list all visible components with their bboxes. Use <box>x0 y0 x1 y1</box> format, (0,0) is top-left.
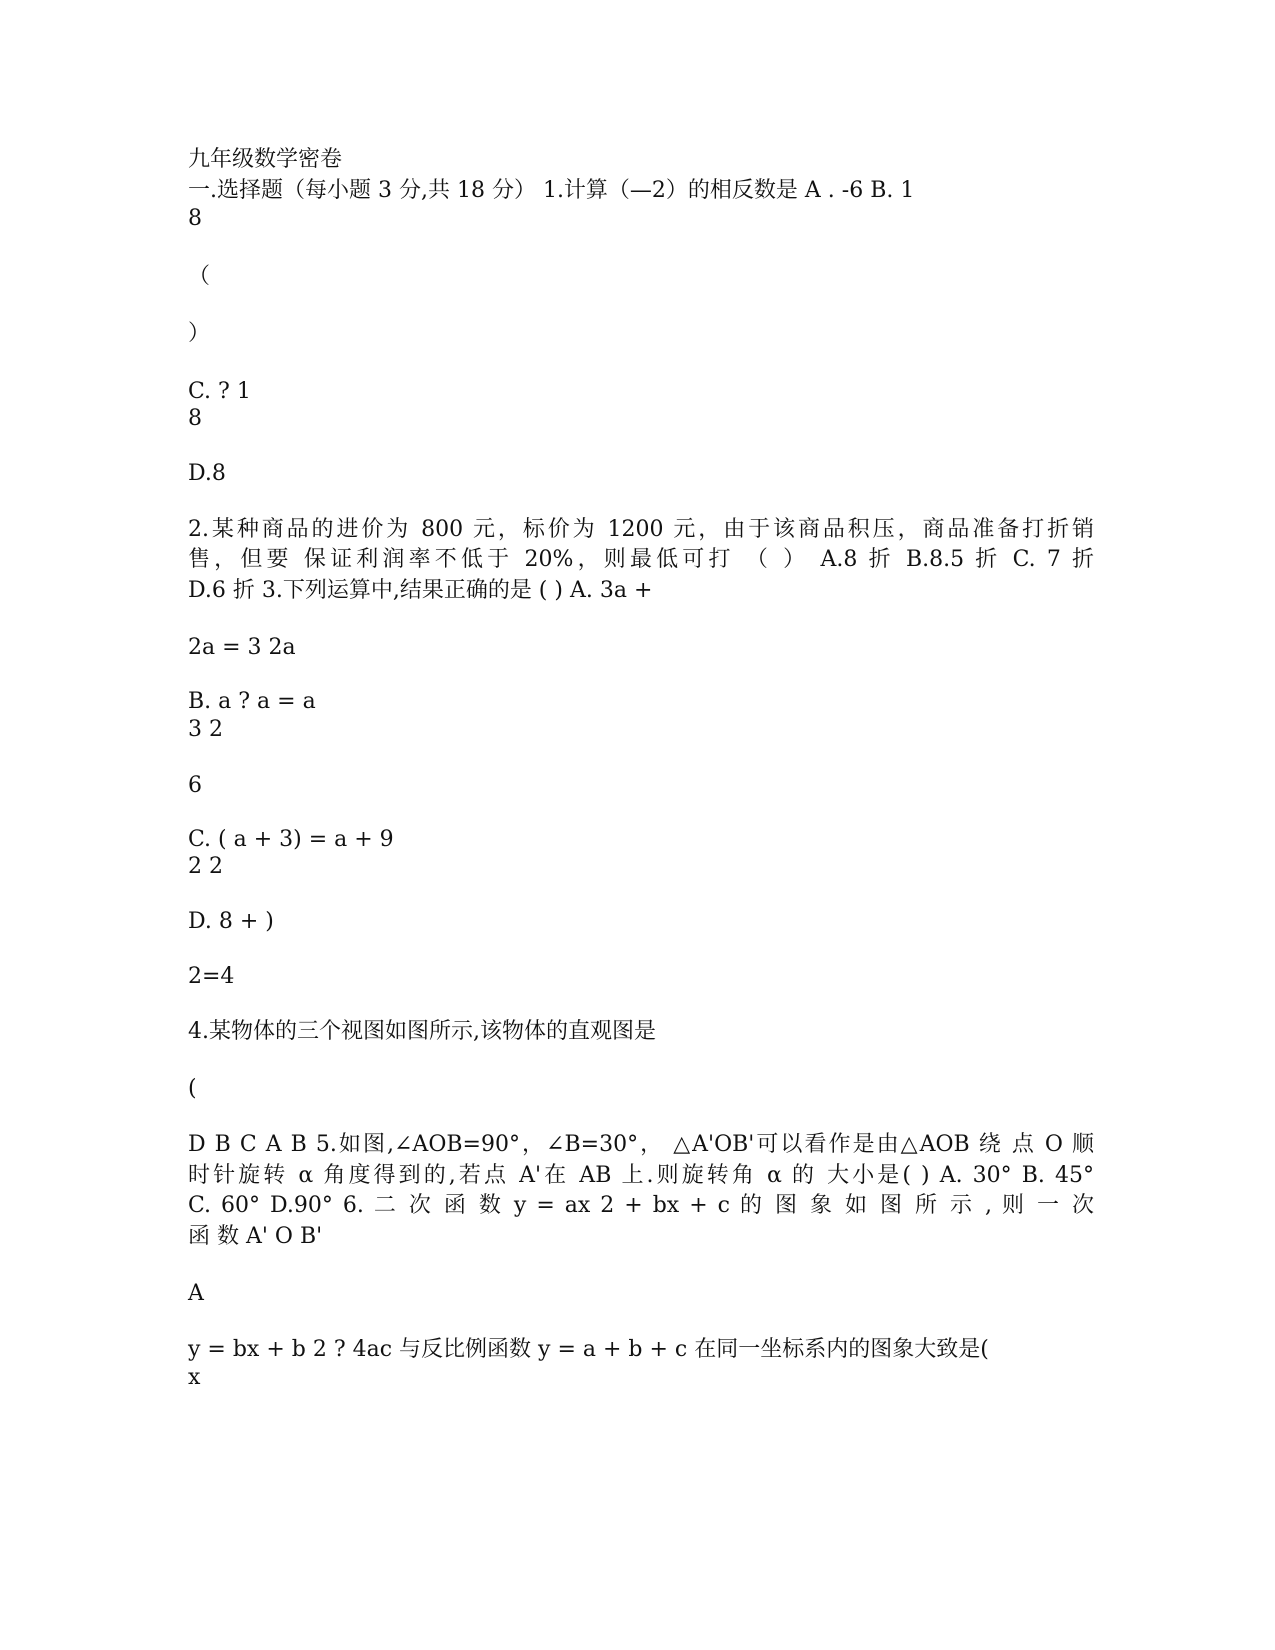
text-line: （ <box>188 264 211 289</box>
text-line: C. ( a + 3) = a + 9 <box>188 827 394 852</box>
document-title: 九年级数学密卷 <box>188 147 343 172</box>
text-line: A <box>188 1281 204 1306</box>
option-c-line: C. ? 1 <box>188 379 251 404</box>
text-line: 3 2 <box>188 717 223 742</box>
text-line: x <box>188 1365 201 1390</box>
text-line: 2a = 3 2a <box>188 635 296 660</box>
question-3-line: D.6 折 3.下列运算中,结果正确的是 ( ) A. 3a + <box>188 578 653 603</box>
text-line: 2 2 <box>188 854 223 879</box>
text-line: B. a ? a = a <box>188 689 316 714</box>
text-line: 8 <box>188 206 202 231</box>
text-line: 2=4 <box>188 964 235 989</box>
question-2-line: 售，但要 保证利润率不低于 20%，则最低可打 （ ） A.8 折 B.8.5 折 C. 7 折 <box>188 547 1094 572</box>
question-6-line: y = bx + b 2 ? 4ac 与反比例函数 y = a + b + c 在同一坐标系内的图象大致是( <box>188 1337 989 1362</box>
question-2-line: 2.某种商品的进价为 800 元，标价为 1200 元，由于该商品积压，商品准备打折销 <box>188 517 1094 542</box>
question-1-line: 一.选择题（每小题 3 分,共 18 分） 1.计算（—2）的相反数是 A . -6 B. 1 <box>188 178 915 203</box>
question-6-line: C. 60° D.90° 6. 二 次 函 数 y = ax 2 + bx + c 的 图 象 如 图 所 示 , 则 一 次 <box>188 1193 1094 1218</box>
text-line: ） <box>188 321 211 346</box>
option-d-line: D.8 <box>188 461 226 486</box>
text-line: 6 <box>188 773 202 798</box>
text-line: D. 8 + ) <box>188 909 274 934</box>
question-5-line: 时针旋转 α 角度得到的,若点 A'在 AB 上.则旋转角 α 的 大小是( ) A. 30° B. 45° <box>188 1163 1094 1188</box>
text-line: 8 <box>188 406 202 431</box>
question-4-line: 4.某物体的三个视图如图所示,该物体的直观图是 <box>188 1019 656 1044</box>
text-line: ( <box>188 1076 197 1101</box>
question-6-line: 函 数 A' O B' <box>188 1224 323 1249</box>
question-5-line: D B C A B 5.如图,∠AOB=90°，∠B=30°， △A'OB'可以看作是由△AOB 绕 点 O 顺 <box>188 1132 1094 1157</box>
